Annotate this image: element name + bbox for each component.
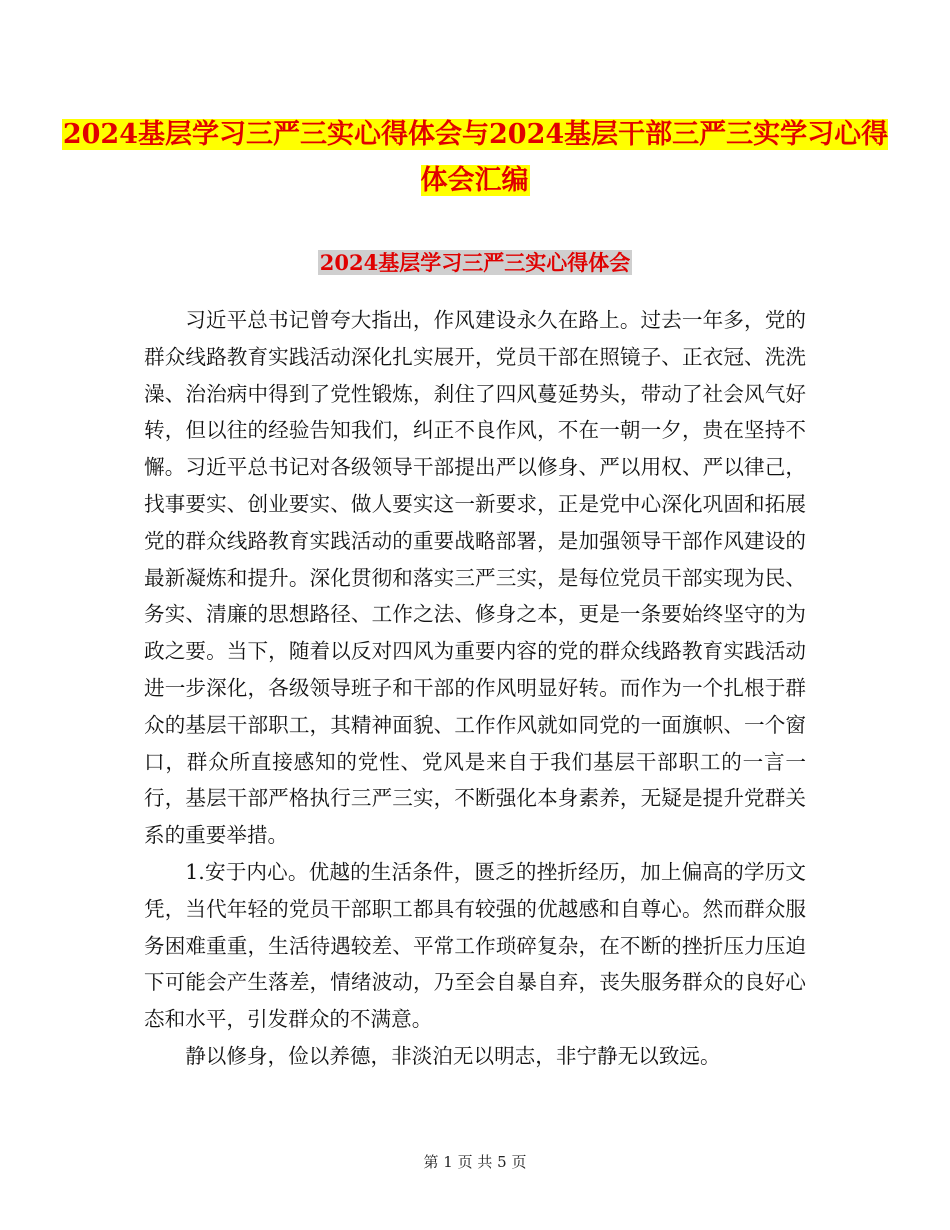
document-title bbox=[60, 112, 890, 204]
paragraph-2: 1.安于内心。优越的生活条件，匮乏的挫折经历，加上偏高的学历文凭，当代年轻的党员干部职工都具有较强的优越感和自尊心。然而群众服务困难重重，生活待遇较差、平常工作琐碎复杂，在不断的挫折压力压迫下可能会产生落差，情绪波动，乃至会自暴自弃，丧失服务群众的良好心态和水平，引发群众的不满意。 bbox=[144, 859, 806, 1032]
page-footer: 第 1 页 共 5 页 bbox=[423, 1153, 527, 1171]
section-title bbox=[60, 246, 890, 280]
paragraph-3: 静以修身，俭以养德，非淡泊无以明志，非宁静无以致远。 bbox=[185, 1043, 721, 1068]
section-title-text: 2024基层学习三严三实心得体会 bbox=[319, 250, 631, 275]
document-body bbox=[144, 302, 806, 1075]
paragraph-1: 习近平总书记曾夸大指出，作风建设永久在路上。过去一年多，党的群众线路教育实践活动深化扎实展开，党员干部在照镜子、正衣冠、洗洗澡、治治病中得到了党性锻炼，刹住了四风蔓延势头，带动了社会风气好转，但以往的经验告知我们，纠正不良作风，不在一朝一夕，贵在坚持不懈。习近平总书记对各级领导干部提出严以修身、严以用权、严以律己，找事要实、创业要实、做人要实这一新要求，正是党中心深化巩固和拓展党的群众线路教育实践活动的重要战略部署，是加强领导干部作风建设的最新凝炼和提升。深化贯彻和落实三严三实，是每位党员干部实现为民、务实、清廉的思想路径、工作之法、修身之本，更是一条要始终坚守的为政之要。当下，随着以反对四风为重要内容的党的群众线路教育实践活动进一步深化，各级领导班子和干部的作风明显好转。而作为一个扎根于群众的基层干部职工，其精神面貌、工作作风就如同党的一面旗帜、一个窗口，群众所直接感知的党性、党风是来自于我们基层干部职工的一言一行，基层干部严格执行三严三实，不断强化本身素养，无疑是提升党群关系的重要举措。 bbox=[144, 308, 806, 848]
document-title-text: 2024基层学习三严三实心得体会与2024基层干部三严三实学习心得体会汇编 bbox=[62, 119, 889, 196]
